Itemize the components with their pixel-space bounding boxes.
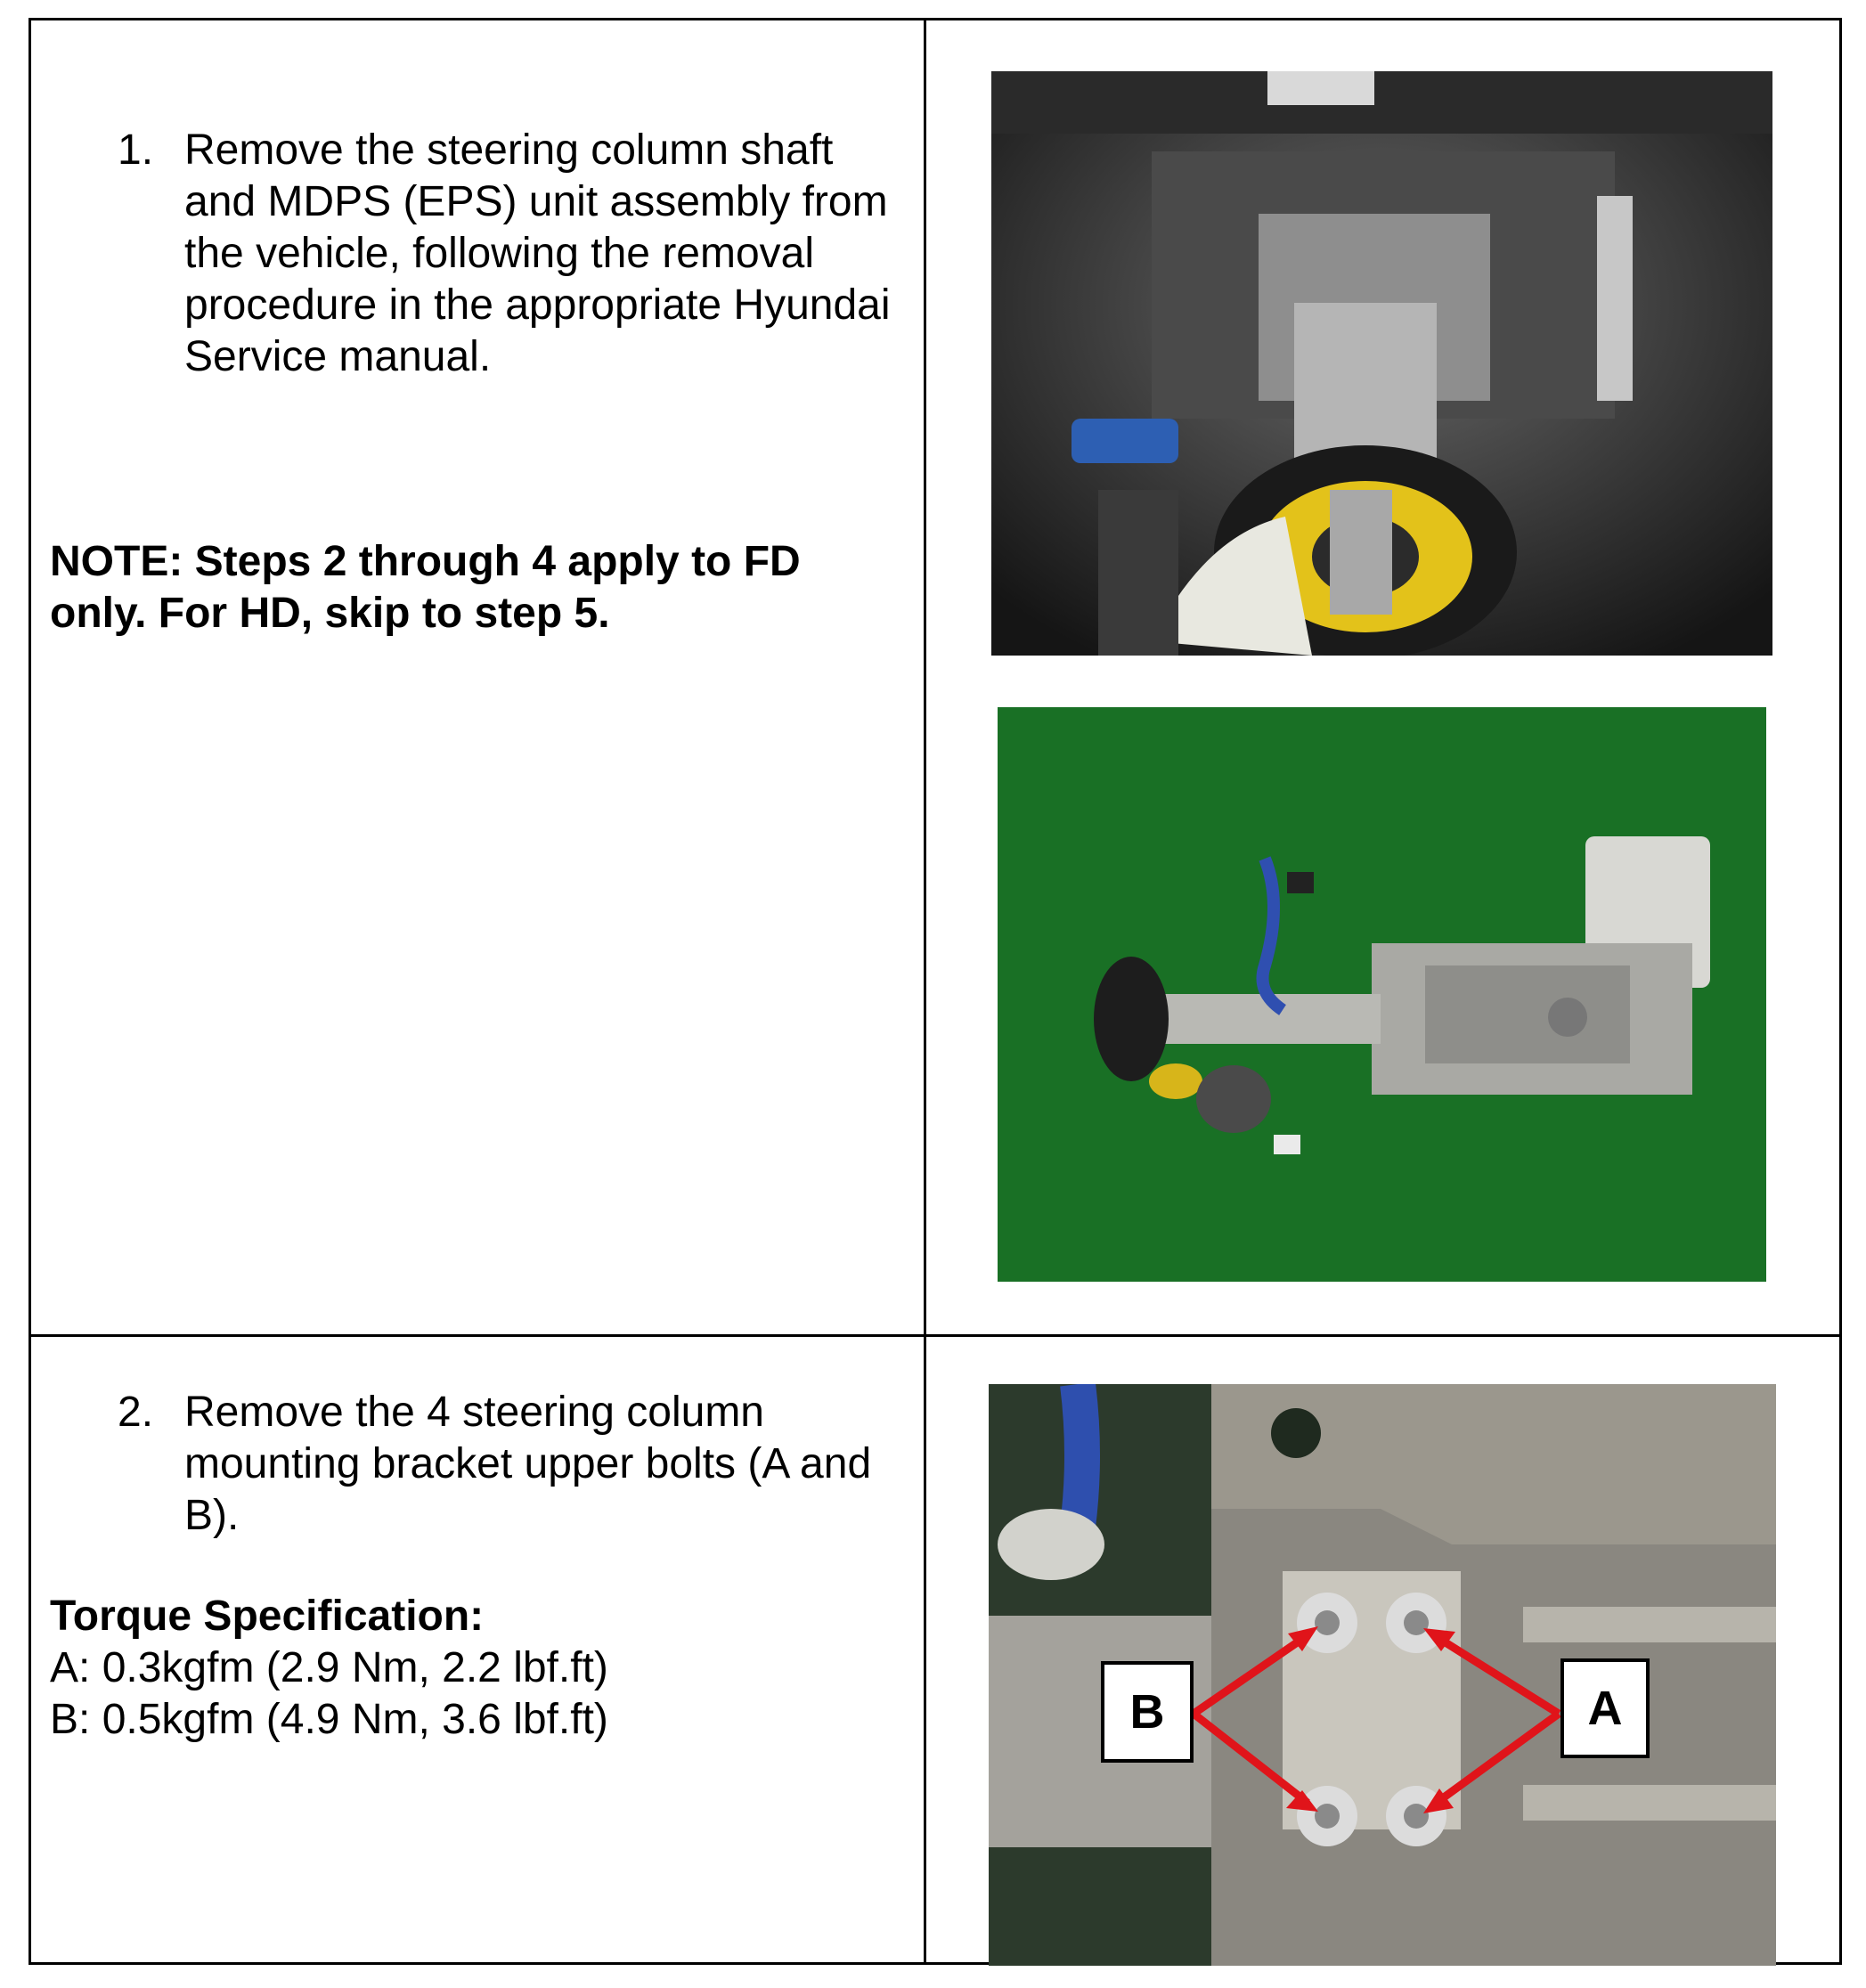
torque-spec-b: B: 0.5kgfm (4.9 Nm, 3.6 lbf.ft) <box>50 1696 608 1743</box>
removed-steering-column-assembly-photo <box>998 707 1766 1282</box>
torque-heading: Torque Specification: <box>50 1593 485 1640</box>
steering-column-in-vehicle-photo <box>991 71 1772 656</box>
step-2-text: Remove the 4 steering column mounting bracket upper bolts (A and B). <box>184 1389 872 1539</box>
label-a: A <box>1587 1682 1623 1735</box>
torque-spec-a: A: 0.3kgfm (2.9 Nm, 2.2 lbf.ft) <box>50 1644 608 1691</box>
step-2-number: 2. <box>118 1389 154 1436</box>
step-1-text: Remove the steering column shaft and MDPS (EPS) unit assembly from the vehicle, following the removal procedure in the appropriate Hyundai Service manual. <box>184 126 891 380</box>
column-divider <box>924 20 926 1962</box>
step-1-number: 1. <box>118 126 154 174</box>
note-text: NOTE: Steps 2 through 4 apply to FD only. For HD, skip to step 5. <box>50 538 801 637</box>
label-b: B <box>1129 1685 1165 1739</box>
bracket-bolts-photo <box>989 1384 1776 1966</box>
row-divider <box>31 1334 1839 1337</box>
